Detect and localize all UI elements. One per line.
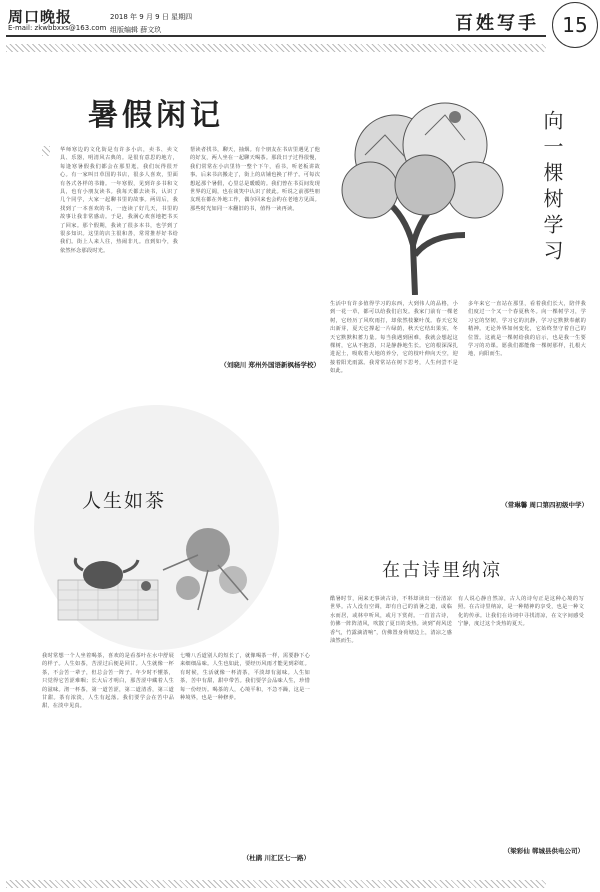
article-body-poem-col2: 有人说心静自然凉，古人的诗句正是这种心境的写照。在古诗里纳凉，是一种精神的享受，也是一种文化的传承。让我们在诗词中寻找清凉，在文字间感受宁静，度过这个炎热的夏天。	[458, 596, 584, 628]
masthead-rule	[6, 35, 546, 37]
article-title-tea: 人生如茶	[82, 490, 167, 512]
article-title-summer: 暑假闲记	[88, 98, 224, 133]
page-number: 15	[552, 2, 598, 48]
byline-poem: （梁彩仙 郸城县供电公司）	[503, 847, 584, 855]
byline-tree: （常琳馨 周口第四初级中学）	[501, 501, 588, 509]
article-body-summer-col2: 帮读者找书，聊天，抽烟。有个朋友在书店里遇见了他的好友，两人坐在一起聊天喝茶。那段日子过得很慢，我们常常在小店里待一整个下午，看书，听老板讲故事。后来书店搬走了，街上的店铺也换了样子。可每次想起那个暑假，心里总是暖暖的。我们曾在书页间发现世界的辽阔，也在谈笑中认识了彼此。听说之前那些朋友现在都在外地工作，偶尔回来也会约在老地方见面。那些时光如同一本翻旧的书，值得一读再读。	[190, 147, 320, 212]
bird-icon	[449, 111, 461, 123]
byline-tea: （杜鹃 川汇区七一路）	[242, 854, 310, 862]
decorative-strip-left	[42, 146, 50, 156]
layout-editor: 组版编辑 薛文玖	[110, 26, 162, 34]
teapot-icon	[83, 561, 123, 589]
newspaper-logo: 周口晚报	[8, 8, 73, 26]
article-body-tree-col1: 生活中有许多值得学习的东西，大到伟人的品格，小到一花一草，都可以给我们启发。我家门前有一棵老树，它经历了风吹雨打，却依然枝繁叶茂。春天它发出新芽，夏天它撑起一片绿荫，秋天它结出果实，冬天它默默积蓄力量。每当我遇到困难，我就会想起这棵树，它从不抱怨，只是静静地生长。它的根深深扎进泥土，吸收着大地的养分，它的枝叶伸向天空，迎接着阳光雨露。我常常站在树下思考，人生何尝不是如此。	[330, 301, 458, 375]
article-body-summer-col1: 华师寒边的文化街是有许多小店，卖书、卖文具、乐器，明清风古典的。是很有意思的地方，每逢寒暑假我们都会在那里逛，我们玩得很开心。有一家叫日草国的书店，很多人喜欢，里面有各式各样的书籍。一年寒假，见到许多书和文具，也有小朋友读书。我每天都去读书，认识了几个同学，大家一起聊书里的故事。两周后，我找到了一本喜欢的书，一连读了好几天，书里的故事让我非常感动。于是，我满心欢喜地把书买了回家。那个假期，我读了很多本书，也学到了很多知识。这里的店主很和善，常常推荐好书给我们。街上人来人往，热闹非凡。直到如今，我依然怀念那段时光。	[60, 147, 178, 254]
hatch-band-bottom	[6, 880, 546, 888]
section-title: 百姓写手	[455, 13, 539, 34]
issue-date: 2018 年 9 月 9 日 星期四	[110, 13, 193, 21]
article-body-tree-col2: 多年来它一直站在那里，看着我们长大，陪伴我们度过一个又一个春夏秋冬。向一棵树学习，学习它的坚韧，学习它的沉静，学习它默默奉献的精神。无论外界如何变化，它始终坚守着自己的位置。这就是一棵树给我的启示，也是我一生要学习的功课。愿我们都能像一棵树那样，扎根大地，向阳而生。	[468, 301, 586, 358]
article-body-tea-col1: 我时常想一个人坐着喝茶，喜欢的是看茶叶在水中舒展的样子。人生如茶，苦涩过后便是回甘。人生就像一杯茶，不会苦一辈子，但总会苦一阵子。年少时不懂茶，只觉得它苦涩难咽；长大后才明白，那苦涩中藏着人生的滋味。沏一杯茶，第一道苦涩，第二道清香，第三道甘甜。茶有浓淡，人生有起落。我们要学会在苦中品甜，在淡中见真。	[42, 653, 174, 710]
article-body-tea-col2: 七嘴八舌道别人的短长了，就像喝茶一样，需要静下心来细细品味。人生也如此，要经历风雨才能见到彩虹。有时候，生活就像一杯清茶，平淡却有滋味。人生如茶，苦中有甜，甜中带苦。我们要学会品味人生，珍惜每一份经历。喝茶的人，心境平和，不急不躁，这是一种境界，也是一种修养。	[180, 653, 310, 702]
article-title-tree: 向一棵树学习	[540, 110, 564, 266]
article-body-poem-col1: 酷暑时节，闲来无事读古诗，不料却读出一份清凉世界。古人没有空调，却有自己的消暑之道，或临水而居，或林中听风，或月下赏荷。一首首古诗，仿佛一阵阵清风，吹散了夏日的炎热。读到“荷风送香气，竹露滴清响”，仿佛置身荷塘边上，清凉之感油然而生。	[330, 596, 452, 645]
byline-summer: （刘晓川 郑州外国语新枫杨学校）	[220, 361, 320, 369]
tree-illustration	[335, 95, 515, 295]
contact-email: E-mail: zkwbbxxs@163.com	[8, 24, 107, 32]
teapot-flower-illustration	[48, 510, 268, 630]
article-title-poem: 在古诗里纳凉	[382, 560, 502, 581]
flower-icon	[186, 528, 230, 572]
hatch-band-top	[6, 44, 546, 52]
teacup-icon	[141, 581, 151, 591]
